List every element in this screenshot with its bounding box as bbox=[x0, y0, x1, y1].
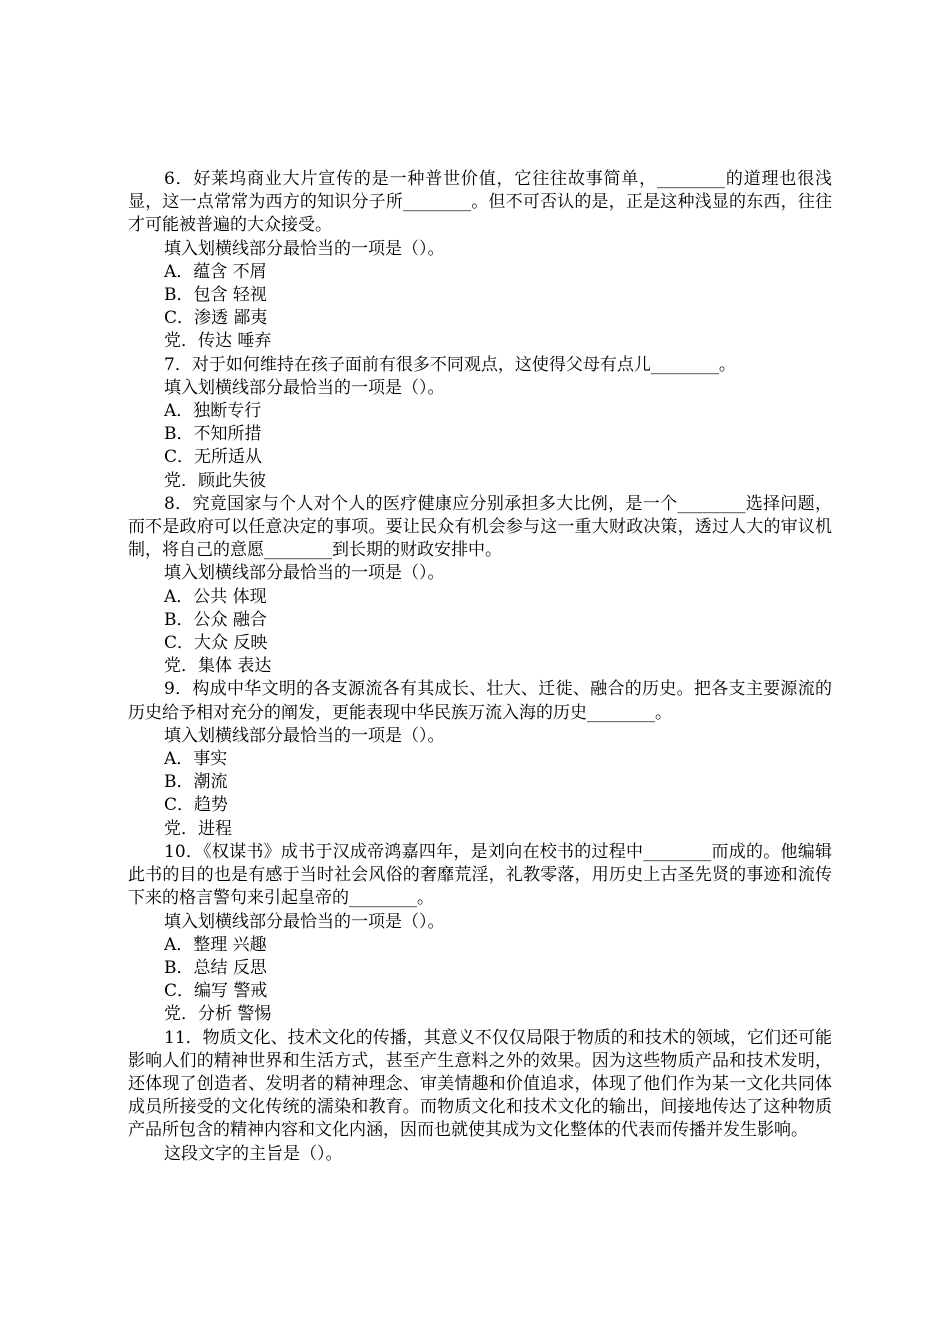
question-9-stem: 9．构成中华文明的各支源流各有其成长、壮大、迁徙、融合的历史。把各支主要源流的历史给予相对充分的阐发，更能表现中华民族万流入海的历史________。 bbox=[128, 679, 832, 723]
question-8-option-d: 党．集体 表达 bbox=[164, 656, 272, 677]
question-9-prompt: 填入划横线部分最恰当的一项是（）。 bbox=[164, 725, 445, 746]
question-6-prompt: 填入划横线部分最恰当的一项是（）。 bbox=[164, 238, 445, 259]
question-8-option-c: C．大众 反映 bbox=[164, 633, 268, 654]
question-9-option-a: A．事实 bbox=[164, 749, 228, 770]
question-7-stem: 7．对于如何维持在孩子面前有很多不同观点，这使得父母有点儿________。 bbox=[164, 354, 736, 375]
question-6-option-a: A．蕴含 不屑 bbox=[164, 261, 267, 282]
question-8-stem: 8．究竟国家与个人对个人的医疗健康应分别承担多大比例，是一个________选择问题，而不是政府可以任意决定的事项。要让民众有机会参与这一重大财政决策，透过人大的审议机制，将自己的意愿________到长期的财政安排中。 bbox=[128, 493, 832, 561]
question-10-option-b: B．总结 反思 bbox=[164, 957, 267, 978]
question-10-option-a: A．整理 兴趣 bbox=[164, 934, 267, 955]
question-9-option-c: C．趋势 bbox=[164, 795, 229, 816]
question-8-option-a: A．公共 体现 bbox=[164, 586, 267, 607]
question-6-option-d: 党．传达 唾弃 bbox=[164, 331, 272, 352]
question-list bbox=[128, 168, 832, 1166]
question-8-prompt: 填入划横线部分最恰当的一项是（）。 bbox=[164, 563, 445, 584]
question-9-option-d: 党．进程 bbox=[164, 818, 232, 839]
question-10-prompt: 填入划横线部分最恰当的一项是（）。 bbox=[164, 911, 445, 932]
question-10-option-c: C．编写 警戒 bbox=[164, 981, 268, 1002]
question-11-prompt: 这段文字的主旨是（）。 bbox=[164, 1143, 343, 1164]
question-6-option-c: C．渗透 鄙夷 bbox=[164, 308, 268, 329]
question-7-option-d: 党．顾此失彼 bbox=[164, 470, 266, 491]
question-7-option-c: C．无所适从 bbox=[164, 447, 263, 468]
question-7-option-b: B．不知所措 bbox=[164, 424, 262, 445]
question-7-prompt: 填入划横线部分最恰当的一项是（）。 bbox=[164, 377, 445, 398]
question-11-stem: 11．物质文化、技术文化的传播，其意义不仅仅局限于物质的和技术的领域，它们还可能影响人们的精神世界和生活方式，甚至产生意料之外的效果。因为这些物质产品和技术发明，还体现了创造者、发明者的精神理念、审美情趣和价值追求，体现了他们作为某一文化共同体成员所接受的文化传统的濡染和教育。而物质文化和技术文化的输出，间接地传达了这种物质产品所包含的精神内容和文化内涵，因而也就使其成为文化整体的代表而传播并发生影响。 bbox=[128, 1027, 832, 1141]
question-7-option-a: A．独断专行 bbox=[164, 401, 262, 422]
question-9-option-b: B．潮流 bbox=[164, 772, 228, 793]
question-10-option-d: 党．分析 警惕 bbox=[164, 1004, 272, 1025]
question-6-option-b: B．包含 轻视 bbox=[164, 285, 267, 306]
question-10-stem: 10．《权谋书》成书于汉成帝鸿嘉四年，是刘向在校书的过程中________而成的。他编辑此书的目的也是有感于当时社会风俗的奢靡荒淫，礼教零落，用历史上古圣先贤的事迹和流传下来的格言警句来引起皇帝的________。 bbox=[128, 841, 832, 909]
question-6-stem: 6．好莱坞商业大片宣传的是一种普世价值，它往往故事简单，________的道理也很浅显，这一点常常为西方的知识分子所________。但不可否认的是，正是这种浅显的东西，往往才可能被普遍的大众接受。 bbox=[128, 169, 832, 236]
question-8-option-b: B．公众 融合 bbox=[164, 609, 267, 630]
